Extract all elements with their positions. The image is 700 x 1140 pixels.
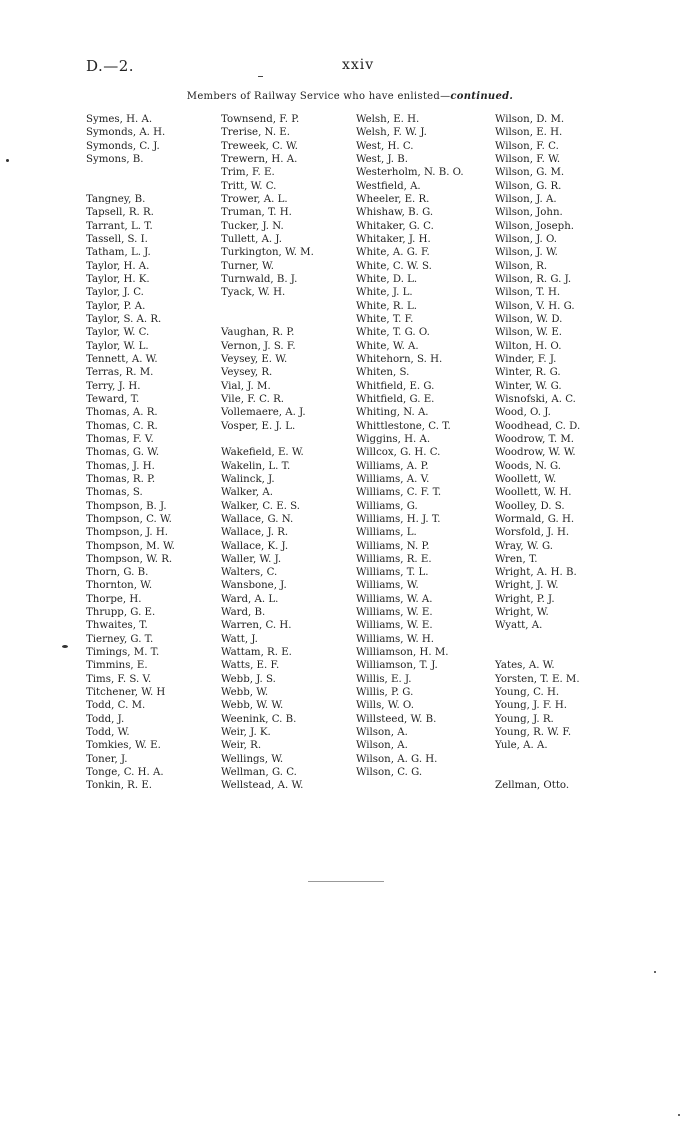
name-entry: Woods, N. G. <box>495 460 562 472</box>
name-entry: Wilson, V. H. G. <box>495 300 575 312</box>
name-entry: Ward, A. L. <box>221 593 279 605</box>
name-entry: Young, J. R. <box>495 713 554 725</box>
page-number: xxiv <box>342 57 375 73</box>
names-column-4 <box>495 113 580 793</box>
name-entry: Walker, A. <box>221 487 273 499</box>
name-entry: Williams, N. P. <box>356 540 430 552</box>
name-entry: Wellman, G. C. <box>221 767 297 779</box>
name-entry: Thorn, G. B. <box>86 567 149 579</box>
name-entry: Veysey, R. <box>221 367 273 379</box>
name-entry: Wilson, W. D. <box>495 313 563 325</box>
name-entry: Tonkin, R. E. <box>86 780 152 792</box>
name-entry: Vile, F. C. R. <box>221 393 284 405</box>
name-entry: Thompson, M. W. <box>86 540 175 552</box>
name-entry: Williamson, T. J. <box>356 660 438 672</box>
name-entry: Toner, J. <box>86 753 128 765</box>
name-entry: Wilson, W. E. <box>495 327 563 339</box>
name-entry: Willis, P. G. <box>356 687 414 699</box>
ink-speck <box>6 159 9 162</box>
names-column-2 <box>221 113 314 793</box>
name-entry: Willsteed, W. B. <box>356 713 437 725</box>
names-column-3 <box>356 113 464 779</box>
name-entry: Young, C. H. <box>495 687 560 699</box>
name-entry: Watts, E. F. <box>221 660 280 672</box>
name-entry: White, J. L. <box>356 287 413 299</box>
name-entry: Williams, T. L. <box>356 567 429 579</box>
name-entry: Williams, G. <box>356 500 418 512</box>
name-entry: Wills, W. O. <box>356 700 414 712</box>
name-entry: Webb, W. W. <box>221 700 284 712</box>
name-entry: Turnwald, B. J. <box>221 273 298 285</box>
name-entry: Winter, W. G. <box>495 380 562 392</box>
name-entry: Trim, F. E. <box>221 167 275 179</box>
name-entry: Tullett, A. J. <box>221 233 282 245</box>
name-entry: Willcox, G. H. C. <box>356 447 441 459</box>
name-entry: Woolley, D. S. <box>495 500 565 512</box>
name-entry: Wallace, G. N. <box>221 513 294 525</box>
name-entry: Teward, T. <box>86 393 140 405</box>
name-entry: Turkington, W. M. <box>221 247 314 259</box>
name-entry: Winder, F. J. <box>495 353 557 365</box>
name-entry: Tennett, A. W. <box>86 353 158 365</box>
name-entry: Woodrow, W. W. <box>495 447 576 459</box>
name-entry: Williams, W. H. <box>356 633 435 645</box>
name-entry: Symons, B. <box>86 153 144 165</box>
name-entry: Trewern, H. A. <box>221 153 298 165</box>
name-entry: Thomas, G. W. <box>86 447 160 459</box>
name-entry <box>221 300 314 313</box>
name-entry: Wilson, A. <box>356 727 408 739</box>
name-entry: Taylor, W. C. <box>86 327 150 339</box>
name-entry: Thomas, F. V. <box>86 433 154 445</box>
name-entry <box>495 753 580 766</box>
name-entry: Whitehorn, S. H. <box>356 353 443 365</box>
name-entry: Wilson, F. C. <box>495 140 559 152</box>
name-entry: Turner, W. <box>221 260 274 272</box>
name-entry: Tarrant, L. T. <box>86 220 153 232</box>
name-entry: Walters, C. <box>221 567 278 579</box>
name-entry: Symes, H. A. <box>86 114 153 125</box>
name-entry: Whiting, N. A. <box>356 407 429 419</box>
name-entry: Thompson, J. H. <box>86 527 168 539</box>
section-heading <box>0 91 700 102</box>
name-entry: Timmins, E. <box>86 660 148 672</box>
name-entry: Treweek, C. W. <box>221 140 298 152</box>
name-entry: Yule, A. A. <box>495 740 548 752</box>
name-entry: Wakefield, E. W. <box>221 447 304 459</box>
name-entry: Ward, B. <box>221 607 266 619</box>
name-entry: Wilson, R. <box>495 260 548 272</box>
ink-speck <box>62 645 68 648</box>
name-entry: Thomas, J. H. <box>86 460 155 472</box>
name-entry: White, A. G. F. <box>356 247 430 259</box>
name-entry: Walinck, J. <box>221 473 275 485</box>
name-entry: Townsend, F. P. <box>221 114 300 125</box>
name-entry: Wray, W. G. <box>495 540 554 552</box>
name-entry: Wright, J. W. <box>495 580 559 592</box>
name-entry: Tassell, S. I. <box>86 233 148 245</box>
name-entry: Wright, A. H. B. <box>495 567 577 579</box>
name-entry: Thrupp, G. E. <box>86 607 156 619</box>
name-entry: Trerise, N. E. <box>221 127 290 139</box>
name-entry: Williams, A. P. <box>356 460 429 472</box>
name-entry: Todd, J. <box>86 713 125 725</box>
page-reference: D.—2. <box>86 57 135 75</box>
name-entry: West, J. B. <box>356 153 408 165</box>
name-entry: Wormald, G. H. <box>495 513 575 525</box>
name-entry: Tatham, L. J. <box>86 247 151 259</box>
name-entry: Wilson, D. M. <box>495 114 565 125</box>
name-entry: Tritt, W. C. <box>221 180 277 192</box>
name-entry: Thomas, R. P. <box>86 473 156 485</box>
name-entry <box>495 766 580 779</box>
name-entry: Taylor, H. K. <box>86 273 150 285</box>
name-entry: White, W. A. <box>356 340 419 352</box>
name-entry: Weir, J. K. <box>221 727 271 739</box>
name-entry: Wilson, E. H. <box>495 127 563 139</box>
name-entry: Todd, C. M. <box>86 700 146 712</box>
name-entry: Willis, E. J. <box>356 673 412 685</box>
name-entry: Taylor, J. C. <box>86 287 144 299</box>
name-entry: Vosper, E. J. L. <box>221 420 296 432</box>
name-entry: White, C. W. S. <box>356 260 432 272</box>
name-entry: Wilson, C. G. <box>356 767 423 779</box>
name-entry: Wilson, F. W. <box>495 153 561 165</box>
name-entry: Waller, W. J. <box>221 553 282 565</box>
name-entry: Williams, C. F. T. <box>356 487 442 499</box>
name-entry: Williams, A. V. <box>356 473 430 485</box>
name-entry: Tyack, W. H. <box>221 287 286 299</box>
name-entry: Titchener, W. H <box>86 687 166 699</box>
name-entry: Williams, H. J. T. <box>356 513 441 525</box>
name-entry: Whitfield, G. E. <box>356 393 435 405</box>
name-entry: White, T. G. O. <box>356 327 430 339</box>
name-entry: Tomkies, W. E. <box>86 740 161 752</box>
name-entry: Weenink, C. B. <box>221 713 297 725</box>
name-entry: Welsh, E. H. <box>356 114 420 125</box>
name-entry: Wilson, J. O. <box>495 233 557 245</box>
name-entry: Taylor, H. A. <box>86 260 150 272</box>
name-entry: Tangney, B. <box>86 193 146 205</box>
ink-speck <box>654 971 656 973</box>
name-entry: Wilson, G. M. <box>495 167 565 179</box>
name-entry: Todd, W. <box>86 727 130 739</box>
name-entry: Williams, L. <box>356 527 417 539</box>
name-entry: Tucker, J. N. <box>221 220 284 232</box>
name-entry: White, T. F. <box>356 313 414 325</box>
name-entry: Vial, J. M. <box>221 380 271 392</box>
name-entry: Whitfield, E. G. <box>356 380 435 392</box>
name-entry: Symonds, A. H. <box>86 127 166 139</box>
name-entry: Whitaker, J. H. <box>356 233 431 245</box>
name-entry: Wilson, Joseph. <box>495 220 575 232</box>
name-entry: Thomas, S. <box>86 487 143 499</box>
name-entry: Thomas, C. R. <box>86 420 158 432</box>
name-entry: Williams, W. A. <box>356 593 433 605</box>
name-entry <box>221 313 314 326</box>
name-entry: Williams, R. E. <box>356 553 432 565</box>
name-entry <box>495 633 580 646</box>
name-entry: Symonds, C. J. <box>86 140 160 152</box>
name-entry: Wisnofski, A. C. <box>495 393 576 405</box>
name-entry: Williams, W. E. <box>356 620 433 632</box>
name-entry: Wellings, W. <box>221 753 284 765</box>
name-entry: Wilson, A. <box>356 740 408 752</box>
name-entry: Wallace, K. J. <box>221 540 289 552</box>
name-entry: Walker, C. E. S. <box>221 500 301 512</box>
name-entry: Warren, C. H. <box>221 620 292 632</box>
name-entry: Wilson, J. W. <box>495 247 558 259</box>
name-entry: Woollett, W. H. <box>495 487 572 499</box>
name-entry: Whitaker, G. C. <box>356 220 434 232</box>
name-entry: Veysey, E. W. <box>221 353 288 365</box>
name-entry: Yates, A. W. <box>495 660 555 672</box>
ink-speck <box>678 1114 680 1116</box>
name-entry: Trower, A. L. <box>221 193 288 205</box>
dash-mark <box>258 76 263 77</box>
name-entry: Webb, W. <box>221 687 269 699</box>
heading-main: Members of Railway Service who have enlisted— <box>186 91 451 102</box>
name-entry <box>221 433 314 446</box>
name-entry: Wellstead, A. W. <box>221 780 304 792</box>
name-entry: Wilson, T. H. <box>495 287 561 299</box>
name-entry: Woollett, W. <box>495 473 557 485</box>
name-entry: Wood, O. J. <box>495 407 551 419</box>
name-entry <box>86 166 175 179</box>
name-entry: Wright, W. <box>495 607 549 619</box>
name-entry: Westerholm, N. B. O. <box>356 167 464 179</box>
name-entry: Wallace, J. R. <box>221 527 289 539</box>
name-entry: Tims, F. S. V. <box>86 673 152 685</box>
name-entry: Wilson, R. G. J. <box>495 273 572 285</box>
name-entry: Whittlestone, C. T. <box>356 420 451 432</box>
name-entry: Williams, W. E. <box>356 607 433 619</box>
name-entry: Watt, J. <box>221 633 258 645</box>
name-entry: Wiggins, H. A. <box>356 433 431 445</box>
name-entry: Wheeler, E. R. <box>356 193 430 205</box>
name-entry: Young, J. F. H. <box>495 700 567 712</box>
name-entry: Vaughan, R. P. <box>221 327 295 339</box>
name-entry: Tapsell, R. R. <box>86 207 154 219</box>
name-entry: Wilson, J. A. <box>495 193 557 205</box>
name-entry: Vernon, J. S. F. <box>221 340 296 352</box>
name-entry: Young, R. W. F. <box>495 727 572 739</box>
name-entry: Whiten, S. <box>356 367 410 379</box>
name-entry: Tonge, C. H. A. <box>86 767 164 779</box>
name-entry: Worsfold, J. H. <box>495 527 570 539</box>
name-entry: Wren, T. <box>495 553 538 565</box>
name-entry <box>86 180 175 193</box>
name-entry: Vollemaere, A. J. <box>221 407 306 419</box>
name-entry: Wilson, John. <box>495 207 563 219</box>
name-entry: Weir, R. <box>221 740 262 752</box>
name-entry: Thorpe, H. <box>86 593 142 605</box>
name-entry: Webb, J. S. <box>221 673 276 685</box>
name-entry: Yorsten, T. E. M. <box>495 673 580 685</box>
name-entry: Thompson, C. W. <box>86 513 172 525</box>
name-entry: Welsh, F. W. J. <box>356 127 427 139</box>
name-entry: Terry, J. H. <box>86 380 141 392</box>
name-entry: Wyatt, A. <box>495 620 543 632</box>
name-entry: Timings, M. T. <box>86 647 160 659</box>
name-entry: Terras, R. M. <box>86 367 154 379</box>
name-entry: West, H. C. <box>356 140 414 152</box>
name-entry: Westfield, A. <box>356 180 421 192</box>
name-entry: Whishaw, B. G. <box>356 207 434 219</box>
name-entry: Truman, T. H. <box>221 207 292 219</box>
name-entry: Taylor, W. L. <box>86 340 149 352</box>
name-entry: Thomas, A. R. <box>86 407 158 419</box>
name-entry: Woodhead, C. D. <box>495 420 581 432</box>
footer-rule <box>308 881 384 882</box>
name-entry: Tierney, G. T. <box>86 633 154 645</box>
name-entry: Wattam, R. E. <box>221 647 292 659</box>
name-entry: Wright, P. J. <box>495 593 555 605</box>
name-entry: Williams, W. <box>356 580 419 592</box>
name-entry: Winter, R. G. <box>495 367 561 379</box>
name-entry: Thornton, W. <box>86 580 153 592</box>
name-entry: White, R. L. <box>356 300 418 312</box>
names-column-1 <box>86 113 175 793</box>
name-entry: Wakelin, L. T. <box>221 460 291 472</box>
name-entry: Wilson, A. G. H. <box>356 753 438 765</box>
name-entry: Zellman, Otto. <box>495 780 570 792</box>
name-entry: Wilton, H. O. <box>495 340 562 352</box>
name-entry: Woodrow, T. M. <box>495 433 574 445</box>
name-entry: Wilson, G. R. <box>495 180 562 192</box>
name-entry: White, D. L. <box>356 273 418 285</box>
name-entry: Taylor, P. A. <box>86 300 146 312</box>
name-entry: Thwaites, T. <box>86 620 148 632</box>
name-entry: Williamson, H. M. <box>356 647 449 659</box>
name-entry <box>495 646 580 659</box>
name-entry: Thompson, W. R. <box>86 553 173 565</box>
name-entry: Wansbone, J. <box>221 580 287 592</box>
name-entry: Taylor, S. A. R. <box>86 313 162 325</box>
heading-continued: continued. <box>450 91 514 102</box>
name-entry: Thompson, B. J. <box>86 500 167 512</box>
